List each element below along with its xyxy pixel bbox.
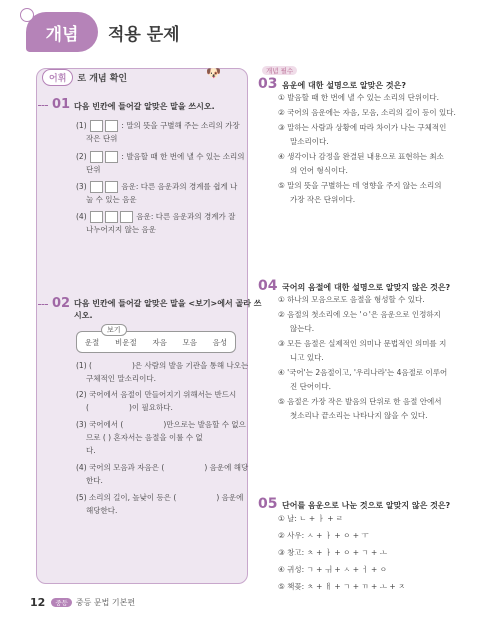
q1-prompt: 다음 빈칸에 들어갈 알맞은 말을 쓰시오. [74,102,215,111]
q2-item-5-cont: 해당한다. [86,506,118,515]
dog-icon: 🐶 [206,66,221,80]
answer-box[interactable] [105,151,118,163]
q4-option-2[interactable]: ② 음절의 첫소리에 오는 'ㅇ'은 음운으로 인정하지 [278,310,441,319]
header-badge: 개념 [26,12,98,52]
answer-box[interactable] [105,181,118,193]
q4-option-4[interactable]: ④ '국어'는 2음절이고, '우리나라'는 4음절로 이루어 [278,368,448,377]
q3-option-2[interactable]: ② 국어의 음운에는 자음, 모음, 소리의 길이 등이 있다. [278,108,456,117]
q5-option-1[interactable]: ① 날: ㄴ + ㅏ + ㄹ [278,514,344,523]
page-number: 12 [30,596,46,609]
q1-item-1: (1) : 말의 뜻을 구별해 주는 소리의 가장 [76,121,240,130]
q3-option-5-cont: 가장 작은 단위이다. [290,195,356,204]
answer-box[interactable] [105,211,118,223]
q4-option-5[interactable]: ⑤ 음절은 가장 작은 발음의 단위로 한 음절 안에서 [278,397,442,406]
q5-option-3[interactable]: ③ 창고: ㅊ + ㅏ + ㅇ + ㄱ + ㅗ [278,548,387,557]
q1-item-1-cont: 작은 단위 [86,134,118,143]
q3-option-5[interactable]: ⑤ 말의 뜻을 구별하는 데 영향을 주지 않는 소리의 [278,181,442,190]
panel-tab-pill: 어휘 [42,69,73,86]
header-title: 적용 문제 [108,24,180,45]
panel-tab [42,68,127,86]
q2-item-1: (1) ( )은 사람의 발음 기관을 통해 나오는 [76,361,249,370]
section-header [26,8,180,56]
q4-number: 04 [258,278,278,294]
q4-option-3-cont: 니고 있다. [290,353,324,362]
bogi-word: 운절 [84,337,100,347]
answer-box[interactable] [90,151,103,163]
q5-option-4[interactable]: ④ 귀성: ㄱ + ㅟ + ㅅ + ㅓ + ㅇ [278,565,387,574]
q5-option-5[interactable]: ⑤ 책꽂: ㅊ + ㅐ + ㄱ + ㄲ + ㅗ + ㅈ [278,582,406,591]
q1-item-3-cont: 눌 수 있는 음운 [86,195,137,204]
panel-tab-text: 로 개념 확인 [77,73,128,84]
q2-item-4: (4) 국어의 모음과 자음은 ( ) 음운에 해당 [76,463,249,472]
q2-item-3: (3) 국어에서 ( )만으로는 발음할 수 없으 [76,420,246,429]
bogi-word: 자음 [152,337,167,347]
bogi-word: 비운절 [114,337,137,347]
q4-option-3[interactable]: ③ 모든 음절은 실제적인 의미나 문법적인 의미를 지 [278,339,447,348]
footer-badge: 중등 [51,598,72,607]
left-panel [36,68,248,584]
q1-number: 01 [52,97,71,112]
q5-option-2[interactable]: ② 사우: ㅅ + ㅏ + ㅇ + ㅜ [278,531,369,540]
q2-number: 02 [52,296,71,311]
q3-option-4[interactable]: ④ 생각이나 감정을 완결된 내용으로 표현하는 최소 [278,152,444,161]
q1-item-3: (3) 음운: 다른 음운과의 경계를 쉽게 나 [76,182,238,191]
answer-box[interactable] [90,211,103,223]
q4-option-4-cont: 진 단어이다. [290,382,331,391]
q3-option-3-cont: 말소리이다. [290,137,329,146]
q3-prompt: 음운에 대한 설명으로 알맞은 것은? [282,81,406,90]
bogi-label: 보기 [101,324,127,336]
page-footer [30,596,135,609]
q4-option-1[interactable]: ① 하나의 모음으로도 음절을 형성할 수 있다. [278,295,425,304]
q2-prompt-2: 시오. [74,311,93,320]
q1-item-2-cont: 단위 [86,165,101,174]
answer-box[interactable] [105,120,118,132]
bogi-word: 음성 [212,337,228,347]
q3-number: 03 [258,76,278,92]
q3-option-1[interactable]: ① 발음할 때 한 번에 낼 수 있는 소리의 단위이다. [278,93,439,102]
footer-text: 중등 문법 기본편 [75,598,136,607]
q2-item-3-cont: 므로 ( ) 혼자서는 음절을 이룰 수 없 [86,433,203,442]
q4-prompt: 국어의 음절에 대한 설명으로 알맞지 않은 것은? [282,283,451,292]
bogi-box [76,331,236,353]
answer-box[interactable] [120,211,133,223]
concept-tag: 개념 필수 [262,66,297,75]
answer-box[interactable] [90,181,103,193]
q4-option-5-cont: 첫소리나 끝소리는 나타나지 않을 수 있다. [290,411,428,420]
q4-option-2-cont: 않는다. [290,324,315,333]
q3-option-3[interactable]: ③ 말하는 사람과 상황에 따라 차이가 나는 구체적인 [278,123,447,132]
q1-item-4-cont: 나누어지지 않는 음운 [86,225,156,234]
q2-item-3-cont2: 다. [86,446,96,455]
q2-item-4-cont: 한다. [86,476,103,485]
q2-item-1-cont: 구체적인 말소리이다. [86,374,156,383]
answer-box[interactable] [90,120,103,132]
q1-item-2: (2) : 발음할 때 한 번에 낼 수 있는 소리의 [76,152,245,161]
q5-number: 05 [258,496,278,512]
q5-prompt: 단어를 음운으로 나눈 것으로 알맞지 않은 것은? [282,501,451,510]
q3-option-4-cont: 의 언어 형식이다. [290,166,348,175]
bogi-word: 모음 [182,337,197,347]
q2-item-2-cont: ( )이 필요하다. [86,403,173,412]
q2-item-2: (2) 국어에서 음절이 만들어지기 위해서는 반드시 [76,390,237,399]
q2-prompt: 다음 빈칸에 들어갈 알맞은 말을 <보기>에서 골라 쓰 [74,299,262,308]
q2-item-5: (5) 소리의 길이, 높낮이 등은 ( ) 음운에 [76,493,244,502]
q1-item-4: (4) 음운: 다른 음운과의 경계가 잘 [76,212,236,221]
